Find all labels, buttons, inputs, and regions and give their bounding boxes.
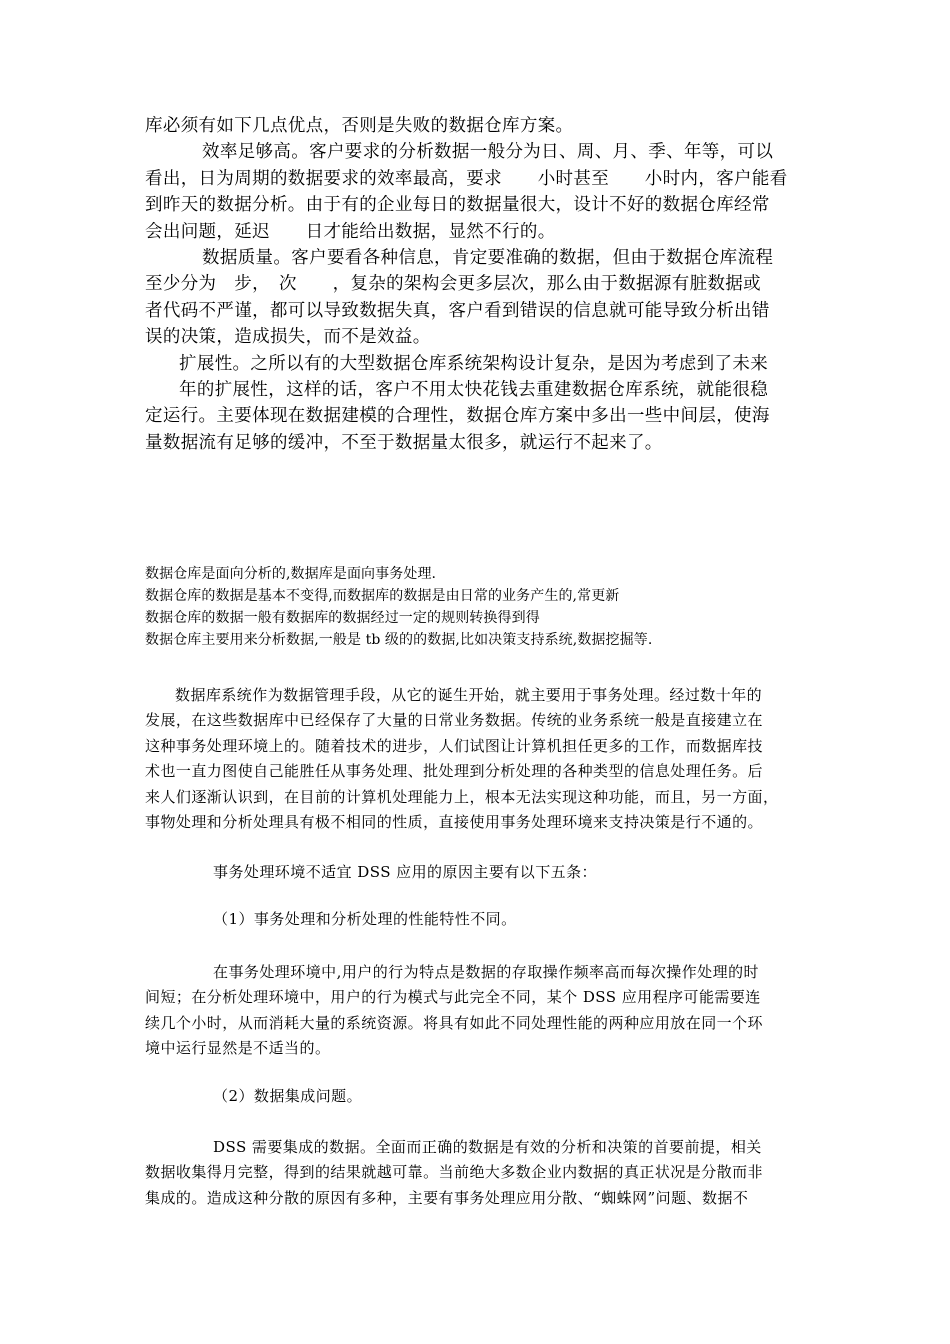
text-line: 来人们逐渐认识到，在目前的计算机处理能力上，根本无法实现这种功能，而且，另一方面， [145,787,779,806]
text-line: 发展，在这些数据库中已经保存了大量的日常业务数据。传统的业务系统一般是直接建立在 [145,711,764,730]
text-line: 看出，日为周期的数据要求的效率最高，要求 小时甚至 小时内，客户能看 [145,168,788,189]
text-line: 数据库系统作为数据管理手段，从它的诞生开始，就主要用于事务处理。经过数十年的 [175,686,763,704]
text-line: 间短；在分析处理环境中，用户的行为模式与此完全不同，某个 DSS 应用程序可能需要连 [145,988,761,1007]
text-line: 年的扩展性，这样的话，客户不用太快花钱去重建数据仓库系统，就能很稳 [179,380,769,401]
item-1-heading [145,907,810,932]
list-item: 数据仓库主要用来分析数据,一般是 tb 级的的数据,比如决策支持系统,数据挖掘等. [145,632,653,648]
text-line: 术也一直力图使自己能胜任从事务处理、批处理到分析处理的各种类型的信息处理任务。后 [145,762,764,781]
list-item: 数据仓库的数据是基本不变得,而数据库的数据是由日常的业务产生的,常更新 [145,588,620,604]
text-line: 这种事务处理环境上的。随着技术的进步，人们试图让计算机担任更多的工作，而数据库技 [145,736,764,755]
text-line: 到昨天的数据分析。由于有的企业每日的数据量很大，设计不好的数据仓库经常 [145,195,770,216]
reasons-heading [145,860,810,885]
item-2-heading [145,1084,810,1109]
database-history-paragraph [145,683,810,835]
text-line: 库必须有如下几点优点，否则是失败的数据仓库方案。 [145,116,574,136]
warehouse-vs-database-list [145,563,810,651]
text-line: 至少分为 步， 次 ，复杂的架构会更多层次，那么由于数据源有脏数据或 [145,274,761,295]
text-line: 者代码不严谨，都可以导致数据失真，客户看到错误的信息就可能导致分析出错 [145,300,770,321]
text-line: 误的决策，造成损失，而不是效益。 [145,327,431,348]
text-line: 集成的。造成这种分散的原因有多种，主要有事务处理应用分散、“蜘蛛网”问题、数据不 [145,1188,749,1207]
heading-text: （2）数据集成问题。 [213,1087,363,1105]
text-line: 续几个小时，从而消耗大量的系统资源。将具有如此不同处理性能的两种应用放在同一个环 [145,1013,764,1032]
data-warehouse-advantages-section [145,113,810,456]
text-line: 会出问题，延迟 日才能给出数据，显然不行的。 [145,221,556,242]
item-2-body [145,1135,810,1211]
list-item: 数据仓库的数据一般有数据库的数据经过一定的规则转换得到得 [145,610,540,626]
text-line: 定运行。主要体现在数据建模的合理性，数据仓库方案中多出一些中间层，使海 [145,406,770,427]
list-item: 数据仓库是面向分析的,数据库是面向事务处理. [145,566,437,582]
item-1-body [145,960,810,1062]
text-line: 数据质量。客户要看各种信息，肯定要准确的数据，但由于数据仓库流程 [202,248,774,269]
heading-text: （1）事务处理和分析处理的性能特性不同。 [213,910,517,928]
text-line: 数据收集得月完整，得到的结果就越可靠。当前绝大多数企业内数据的真正状况是分散而非 [145,1163,764,1182]
text-line: 境中运行显然是不适当的。 [145,1039,331,1058]
text-line: 扩展性。之所以有的大型数据仓库系统架构设计复杂，是因为考虑到了未来 [179,353,769,374]
text-line: DSS 需要集成的数据。全面而正确的数据是有效的分析和决策的首要前提，相关 [213,1138,762,1156]
text-line: 事物处理和分析处理具有极不相同的性质，直接使用事务处理环境来支持决策是行不通的。 [145,813,764,832]
heading-text: 事务处理环境不适宜 DSS 应用的原因主要有以下五条： [213,863,598,881]
text-line: 效率足够高。客户要求的分析数据一般分为日、周、月、季、年等，可以 [202,142,774,163]
text-line: 在事务处理环境中,用户的行为特点是数据的存取操作频率高而每次操作处理的时 [213,963,759,981]
text-line: 量数据流有足够的缓冲，不至于数据量太很多，就运行不起来了。 [145,432,663,453]
